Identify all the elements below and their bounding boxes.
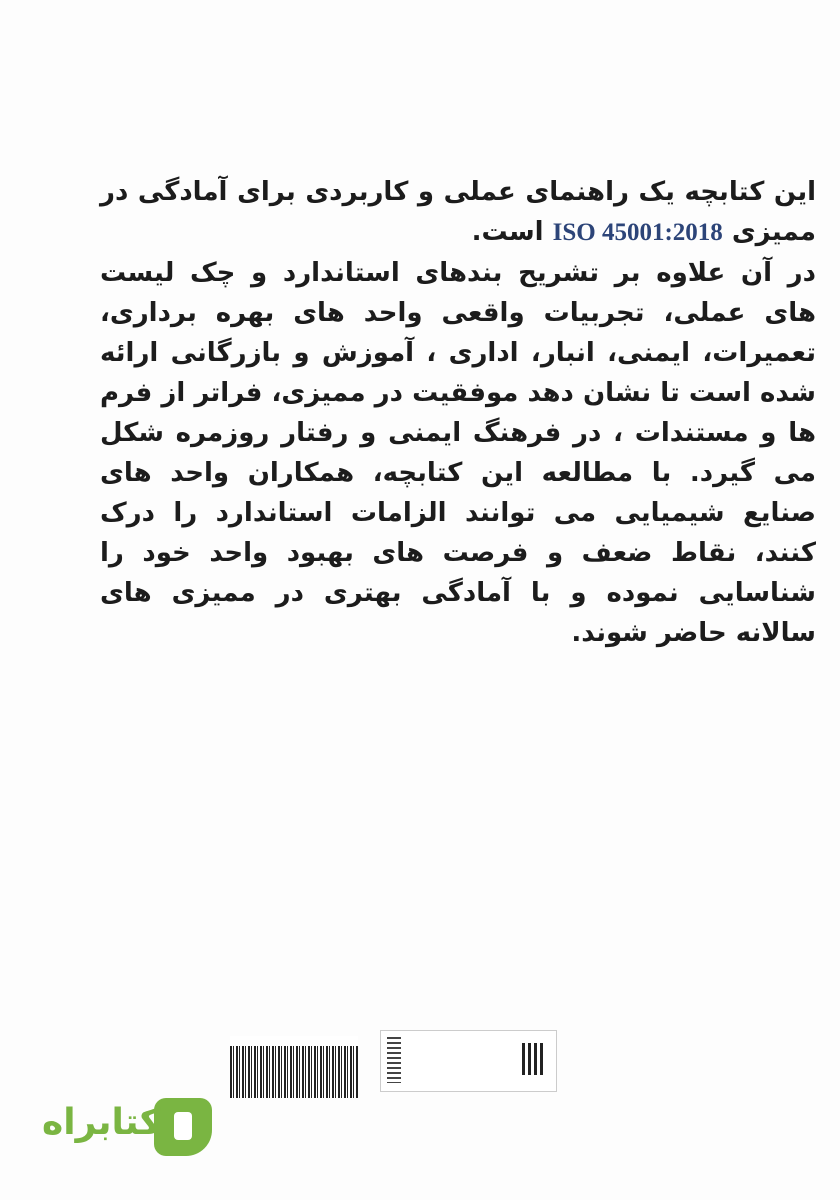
- watermark-text: کتابراه: [42, 1102, 161, 1143]
- bookshelf-icon: [522, 1043, 544, 1075]
- blurb-intro: این کتابچه یک راهنمای عملی و کاربردی برای آمادگی در ممیزی: [100, 177, 816, 247]
- barcode-icon: [230, 1036, 358, 1098]
- back-cover-blurb: [100, 172, 816, 653]
- bookmark-logo-icon: [154, 1098, 212, 1156]
- blurb-paragraph-2: در آن علاوه بر تشریح بندهای استاندارد و چک لیست های عملی، تجربیات واقعی واحد های بهره برداری، تعمیرات، ایمنی، انبار، اداری ، آموزش و بازرگانی ارائه شده است تا نشان دهد موفقیت در ممیزی، فراتر از فرم ها و مستندات ، در فرهنگ ایمنی و رفتار روزمره شکل می گیرد. با مطالعه این کتابچه، همکاران واحد های صنایع شیمیایی می توانند الزامات استاندارد را درک کنند، نقاط ضعف و فرصت های بهبود واحد خود را شناسایی نموده و با آمادگی بهتری در ممیزی های سالانه حاضر شوند.: [100, 258, 816, 648]
- iso-standard: ISO 45001:2018: [552, 219, 723, 246]
- blurb-paragraph-1: [100, 172, 816, 253]
- publisher-logo: [380, 1030, 557, 1092]
- ketabrah-watermark: [38, 1090, 218, 1160]
- blurb-intro-end: است.: [471, 217, 544, 247]
- publisher-side-mark-icon: [387, 1037, 401, 1083]
- barcode-area: [230, 1030, 560, 1095]
